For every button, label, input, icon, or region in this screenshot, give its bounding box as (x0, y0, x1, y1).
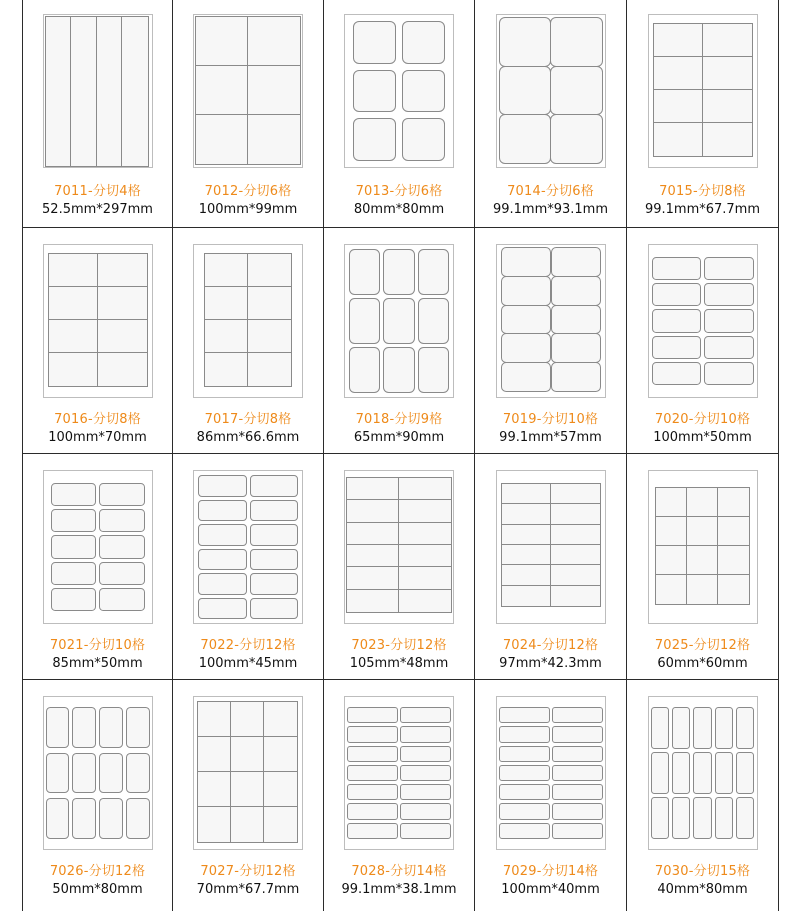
label-cell (715, 707, 733, 749)
label-cell (652, 257, 702, 280)
label-cell (247, 114, 301, 165)
label-sheet-preview (193, 470, 303, 624)
label-cell (126, 753, 150, 794)
label-cell (672, 752, 690, 794)
label-cell (247, 286, 292, 321)
label-sheet-preview (43, 244, 153, 398)
label-cell (263, 701, 298, 738)
label-cell (198, 500, 247, 522)
label-cell (204, 319, 249, 354)
label-cell (96, 16, 124, 167)
label-cell (347, 823, 398, 839)
label-cell (501, 333, 551, 363)
label-cell (250, 573, 299, 595)
label-cell (704, 309, 754, 332)
product-card[interactable] (22, 454, 173, 680)
product-card[interactable] (475, 680, 627, 911)
label-sheet-preview (193, 696, 303, 850)
product-title: 7014-分切6格 (507, 184, 594, 199)
label-cell (550, 544, 601, 566)
product-title: 7030-分切15格 (654, 864, 751, 879)
label-cell (402, 118, 445, 161)
label-cell (550, 483, 601, 505)
label-cell (655, 574, 688, 605)
label-cell (247, 65, 301, 116)
label-cell (499, 746, 550, 762)
label-cell (499, 114, 552, 164)
product-title: 7029-分切14格 (502, 864, 599, 879)
label-cell (400, 803, 451, 819)
label-cell (230, 771, 265, 808)
label-cell (551, 247, 601, 277)
label-cell (653, 122, 704, 157)
label-cell (550, 114, 603, 164)
product-card[interactable] (173, 0, 324, 228)
label-cell (204, 286, 249, 321)
label-cell (398, 544, 452, 568)
label-cell (51, 562, 97, 585)
label-cell (702, 56, 753, 91)
label-cell (400, 784, 451, 800)
label-cell (704, 283, 754, 306)
product-card[interactable] (475, 0, 627, 228)
label-cell (501, 585, 552, 607)
label-cell (501, 305, 551, 335)
label-cell (651, 752, 669, 794)
label-sheet-preview (648, 244, 758, 398)
label-sheet-preview (43, 696, 153, 850)
label-cell (653, 23, 704, 58)
product-title: 7023-分切12格 (351, 638, 447, 653)
label-cell (501, 247, 551, 277)
label-cell (51, 588, 97, 611)
label-cell (97, 319, 148, 354)
product-card[interactable] (173, 228, 324, 454)
label-cell (704, 362, 754, 385)
label-sheet-preview (344, 244, 454, 398)
product-card[interactable] (173, 680, 324, 911)
label-cell (499, 17, 552, 67)
product-card[interactable] (22, 0, 173, 228)
label-cell (550, 66, 603, 116)
label-cell (46, 798, 70, 839)
label-cell (652, 309, 702, 332)
label-cell (97, 352, 148, 387)
label-cell (247, 16, 301, 67)
label-cell (552, 803, 603, 819)
label-cell (686, 545, 719, 576)
label-sheet-preview (344, 696, 454, 850)
label-sheet-preview (344, 14, 454, 168)
label-cell (263, 771, 298, 808)
label-cell (250, 524, 299, 546)
product-dimensions: 52.5mm*297mm (42, 202, 153, 217)
label-cell (70, 16, 98, 167)
label-cell (715, 752, 733, 794)
product-title: 7011-分切4格 (54, 184, 141, 199)
label-cell (72, 753, 96, 794)
product-dimensions: 97mm*42.3mm (499, 656, 602, 671)
label-cell (349, 298, 380, 344)
label-cell (398, 499, 452, 523)
product-title: 7019-分切10格 (502, 412, 599, 427)
label-cell (501, 503, 552, 525)
label-cell (250, 475, 299, 497)
product-title: 7016-分切8格 (54, 412, 141, 427)
label-cell (653, 89, 704, 124)
label-cell (51, 483, 97, 506)
label-cell (499, 66, 552, 116)
product-dimensions: 100mm*50mm (653, 430, 752, 445)
label-cell (97, 286, 148, 321)
product-card[interactable] (324, 680, 475, 911)
label-cell (99, 588, 145, 611)
label-cell (551, 333, 601, 363)
label-cell (418, 298, 449, 344)
label-cell (349, 249, 380, 295)
product-dimensions: 100mm*99mm (198, 202, 298, 217)
label-cell (46, 707, 70, 748)
label-cell (551, 362, 601, 392)
label-cell (499, 765, 550, 781)
product-title: 7026-分切12格 (49, 864, 146, 879)
label-cell (204, 352, 249, 387)
label-cell (717, 516, 750, 547)
label-cell (402, 70, 445, 113)
label-sheet-preview (496, 244, 606, 398)
label-cell (499, 803, 550, 819)
label-cell (230, 701, 265, 738)
label-cell (230, 736, 265, 773)
product-dimensions: 40mm*80mm (657, 882, 748, 897)
label-cell (653, 56, 704, 91)
product-dimensions: 99.1mm*57mm (499, 430, 602, 445)
label-cell (550, 503, 601, 525)
label-cell (198, 549, 247, 571)
label-cell (99, 753, 123, 794)
product-dimensions: 99.1mm*67.7mm (644, 202, 761, 217)
label-cell (346, 589, 400, 613)
product-dimensions: 65mm*90mm (353, 430, 445, 445)
label-cell (99, 798, 123, 839)
label-cell (247, 253, 292, 288)
label-cell (99, 509, 145, 532)
label-cell (550, 585, 601, 607)
product-title: 7025-分切12格 (654, 638, 751, 653)
label-cell (551, 276, 601, 306)
label-cell (349, 347, 380, 393)
label-cell (736, 752, 754, 794)
label-cell (400, 765, 451, 781)
label-cell (197, 806, 232, 843)
label-cell (651, 707, 669, 749)
label-cell (99, 535, 145, 558)
product-dimensions: 85mm*50mm (52, 656, 143, 671)
label-cell (704, 336, 754, 359)
product-card[interactable] (475, 454, 627, 680)
label-cell (501, 276, 551, 306)
label-cell (99, 707, 123, 748)
product-title: 7021-分切10格 (49, 638, 146, 653)
label-cell (353, 118, 396, 161)
label-cell (501, 544, 552, 566)
label-sheet-preview (648, 14, 758, 168)
label-cell (501, 564, 552, 586)
label-sheet-preview (648, 696, 758, 850)
label-cell (48, 319, 99, 354)
label-cell (693, 752, 711, 794)
label-cell (46, 753, 70, 794)
label-sheet-preview (648, 470, 758, 624)
label-cell (686, 487, 719, 518)
product-dimensions: 99.1mm*93.1mm (492, 202, 609, 217)
label-cell (230, 806, 265, 843)
label-sheet-preview (496, 470, 606, 624)
label-cell (501, 524, 552, 546)
label-cell (197, 701, 232, 738)
label-cell (672, 797, 690, 839)
label-cell (72, 798, 96, 839)
label-cell (383, 249, 414, 295)
label-cell (347, 803, 398, 819)
product-card[interactable] (22, 680, 173, 911)
label-cell (99, 483, 145, 506)
label-sheet-preview (344, 470, 454, 624)
label-cell (51, 535, 97, 558)
label-cell (398, 477, 452, 501)
label-cell (383, 298, 414, 344)
label-cell (398, 522, 452, 546)
label-cell (418, 249, 449, 295)
label-cell (250, 598, 299, 620)
label-cell (672, 707, 690, 749)
label-cell (347, 726, 398, 742)
label-cell (383, 347, 414, 393)
label-cell (45, 16, 73, 167)
label-cell (400, 707, 451, 723)
label-cell (347, 746, 398, 762)
label-cell (51, 509, 97, 532)
label-cell (550, 564, 601, 586)
label-cell (715, 797, 733, 839)
label-cell (346, 499, 400, 523)
label-cell (353, 70, 396, 113)
label-cell (198, 598, 247, 620)
label-cell (347, 765, 398, 781)
label-cell (552, 707, 603, 723)
label-sheet-preview (496, 14, 606, 168)
product-title: 7028-分切14格 (351, 864, 447, 879)
label-cell (501, 483, 552, 505)
label-sheet-preview (43, 14, 153, 168)
label-cell (126, 707, 150, 748)
product-card[interactable] (627, 680, 779, 911)
label-cell (263, 806, 298, 843)
label-cell (197, 771, 232, 808)
label-cell (195, 114, 249, 165)
label-cell (195, 16, 249, 67)
label-cell (250, 549, 299, 571)
product-title: 7027-分切12格 (200, 864, 296, 879)
label-cell (198, 573, 247, 595)
label-cell (550, 524, 601, 546)
label-cell (655, 545, 688, 576)
label-cell (250, 500, 299, 522)
product-card[interactable] (324, 228, 475, 454)
product-title: 7015-分切8格 (659, 184, 746, 199)
label-cell (97, 253, 148, 288)
product-card[interactable] (627, 0, 779, 228)
label-cell (398, 589, 452, 613)
label-cell (499, 726, 550, 742)
label-cell (121, 16, 149, 167)
label-cell (263, 736, 298, 773)
product-title: 7013-分切6格 (355, 184, 443, 199)
label-cell (402, 21, 445, 64)
product-title: 7012-分切6格 (204, 184, 292, 199)
label-sheet-preview (496, 696, 606, 850)
product-title: 7024-分切12格 (502, 638, 599, 653)
product-dimensions: 70mm*67.7mm (196, 882, 300, 897)
label-cell (346, 477, 400, 501)
label-cell (247, 319, 292, 354)
label-cell (247, 352, 292, 387)
label-cell (347, 707, 398, 723)
label-sheet-preview (193, 244, 303, 398)
product-dimensions: 100mm*45mm (198, 656, 298, 671)
label-cell (198, 475, 247, 497)
label-cell (197, 736, 232, 773)
product-dimensions: 100mm*70mm (48, 430, 147, 445)
label-cell (398, 566, 452, 590)
label-cell (686, 574, 719, 605)
label-cell (702, 23, 753, 58)
product-dimensions: 50mm*80mm (52, 882, 143, 897)
product-title: 7022-分切12格 (200, 638, 296, 653)
label-cell (353, 21, 396, 64)
product-card[interactable] (475, 228, 627, 454)
label-cell (736, 797, 754, 839)
product-card[interactable] (627, 454, 779, 680)
product-card[interactable] (627, 228, 779, 454)
label-cell (552, 784, 603, 800)
label-cell (195, 65, 249, 116)
label-cell (651, 797, 669, 839)
product-card[interactable] (22, 228, 173, 454)
label-cell (552, 726, 603, 742)
label-cell (204, 253, 249, 288)
label-cell (400, 746, 451, 762)
label-cell (693, 797, 711, 839)
label-cell (501, 362, 551, 392)
label-cell (72, 707, 96, 748)
label-cell (551, 305, 601, 335)
label-cell (655, 487, 688, 518)
label-cell (400, 726, 451, 742)
product-grid (22, 0, 779, 911)
label-cell (499, 823, 550, 839)
label-cell (48, 253, 99, 288)
product-dimensions: 105mm*48mm (349, 656, 449, 671)
label-cell (652, 362, 702, 385)
product-card[interactable] (324, 0, 475, 228)
label-cell (702, 122, 753, 157)
label-cell (717, 545, 750, 576)
label-cell (736, 707, 754, 749)
label-cell (652, 283, 702, 306)
product-dimensions: 100mm*40mm (501, 882, 600, 897)
product-dimensions: 99.1mm*38.1mm (341, 882, 457, 897)
label-cell (126, 798, 150, 839)
label-cell (717, 487, 750, 518)
label-sheet-preview (193, 14, 303, 168)
label-cell (704, 257, 754, 280)
label-cell (702, 89, 753, 124)
label-cell (346, 566, 400, 590)
label-cell (550, 17, 603, 67)
label-cell (552, 746, 603, 762)
label-cell (48, 286, 99, 321)
label-cell (499, 784, 550, 800)
product-title: 7020-分切10格 (654, 412, 751, 427)
label-cell (655, 516, 688, 547)
product-dimensions: 80mm*80mm (353, 202, 445, 217)
label-cell (400, 823, 451, 839)
label-cell (717, 574, 750, 605)
product-title: 7018-分切9格 (355, 412, 443, 427)
label-cell (99, 562, 145, 585)
product-dimensions: 60mm*60mm (657, 656, 748, 671)
label-cell (346, 522, 400, 546)
label-sheet-preview (43, 470, 153, 624)
label-cell (499, 707, 550, 723)
label-cell (198, 524, 247, 546)
product-dimensions: 86mm*66.6mm (196, 430, 300, 445)
label-cell (686, 516, 719, 547)
label-cell (693, 707, 711, 749)
product-card[interactable] (324, 454, 475, 680)
product-card[interactable] (173, 454, 324, 680)
label-cell (552, 823, 603, 839)
label-cell (48, 352, 99, 387)
label-cell (346, 544, 400, 568)
label-cell (347, 784, 398, 800)
label-cell (652, 336, 702, 359)
product-title: 7017-分切8格 (204, 412, 292, 427)
label-cell (418, 347, 449, 393)
label-cell (552, 765, 603, 781)
